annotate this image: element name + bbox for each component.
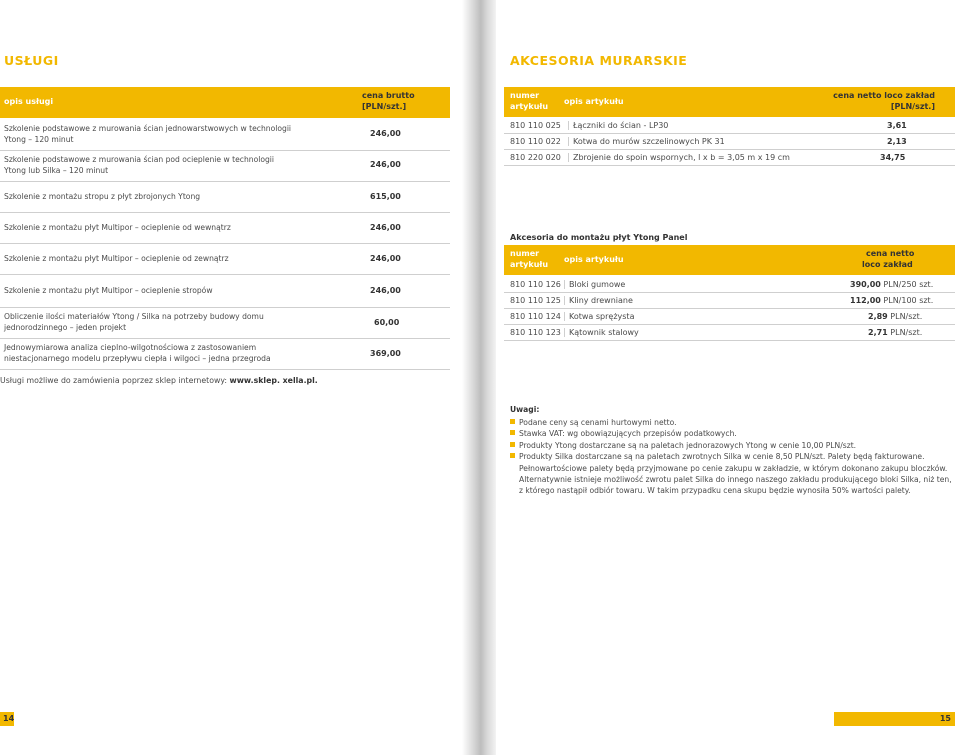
- note-continuation: z którego nastąpił odbiór towaru. W takim przypadku cena skupu będzie wynosiła 50% wartości palety.: [519, 486, 911, 496]
- row-price: 390,00: [850, 280, 881, 289]
- row-description: Szkolenie podstawowe z murowania ścian pod ocieplenie w technologii: [4, 155, 275, 164]
- header-price-line1: cena netto: [866, 249, 915, 258]
- row-number: 810 110 022: [510, 137, 561, 146]
- row-description: Jednowymiarowa analiza cieplno-wilgotnościowa z zastosowaniem: [4, 343, 257, 352]
- accessories-table-header: [504, 87, 955, 117]
- list-item: [510, 440, 952, 451]
- table-row: [0, 308, 450, 339]
- header-description: opis artykułu: [564, 255, 624, 264]
- row-description-cont: niestacjonarnego modelu przepływu ciepła i wilgoci – jedna przegroda: [4, 354, 271, 363]
- row-description: Szkolenie z montażu płyt Multipor – ocieplenie od zewnątrz: [4, 254, 229, 263]
- table-row: [504, 118, 955, 134]
- header-number-line2: artykułu: [510, 260, 549, 269]
- row-price: 2,89: [868, 312, 888, 321]
- row-number: 810 110 125: [510, 296, 561, 305]
- header-price-line2: loco zakład: [862, 260, 913, 269]
- row-description-cont: Ytong – 120 minut: [4, 135, 74, 144]
- table-row: [504, 293, 955, 309]
- note-continuation: Alternatywnie istnieje możliwość zwrotu palet Silka do innego naszego zakładu produkującego bloki Silka, niż ten,: [519, 475, 952, 485]
- row-price: 2,71: [868, 328, 888, 337]
- table-row: [0, 120, 450, 151]
- row-number: 810 110 126: [510, 280, 561, 289]
- row-price: 3,61: [887, 121, 907, 130]
- table-row: [504, 309, 955, 325]
- table-row: [504, 134, 955, 150]
- list-item: [510, 428, 952, 439]
- row-description: Łączniki do ścian - LP30: [568, 121, 668, 130]
- row-price: 369,00: [370, 349, 401, 358]
- note-text: Podane ceny są cenami hurtowymi netto.: [519, 418, 677, 427]
- shop-footer-text: Usługi możliwe do zamówienia poprzez sklep internetowy:: [0, 376, 230, 385]
- header-description: opis usługi: [4, 97, 54, 106]
- row-description: Szkolenie z montażu płyt Multipor – ocieplenie od wewnątrz: [4, 223, 231, 232]
- table-row: [0, 275, 450, 308]
- row-description: Kątownik stalowy: [564, 328, 639, 337]
- row-number: 810 110 123: [510, 328, 561, 337]
- header-description: opis artykułu: [564, 97, 624, 106]
- note-continuation: Pełnowartościowe palety będą przyjmowane po cenie zakupu w zakładzie, w którym dokonano zakupu bloczków.: [519, 463, 948, 473]
- row-price-group: [850, 280, 933, 289]
- row-unit: PLN/250 szt.: [880, 280, 934, 289]
- row-unit: PLN/100 szt.: [880, 296, 934, 305]
- row-number: 810 110 124: [510, 312, 561, 321]
- table-row: [504, 325, 955, 341]
- header-number-line1: numer: [510, 91, 540, 100]
- book-gutter: [462, 0, 496, 755]
- note-text: Produkty Silka dostarczane są na paletach zwrotnych Silka w cenie 8,50 PLN/szt. Palety będą fakturowane.: [519, 452, 925, 462]
- note-text: Stawka VAT: wg obowiązujących przepisów podatkowych.: [519, 429, 737, 439]
- row-price: 246,00: [370, 129, 401, 138]
- row-price: 60,00: [374, 318, 400, 327]
- header-price-line2: [PLN/szt.]: [362, 102, 407, 111]
- page-number: 14: [3, 714, 15, 723]
- header-price-line1: cena netto loco zakład: [833, 91, 935, 100]
- row-description: Obliczenie ilości materiałów Ytong / Silka na potrzeby budowy domu: [4, 312, 264, 321]
- row-number: 810 110 025: [510, 121, 561, 130]
- row-description: Kotwa do murów szczelinowych PK 31: [568, 137, 725, 146]
- bullet-icon: [510, 442, 515, 447]
- notes-list: [510, 417, 952, 497]
- row-price: 112,00: [850, 296, 881, 305]
- list-item: [510, 451, 952, 462]
- row-description: Kotwa sprężysta: [564, 312, 634, 321]
- row-description: Bloki gumowe: [564, 280, 625, 289]
- services-heading: USŁUGI: [4, 53, 59, 68]
- table-row: [0, 213, 450, 244]
- row-price: 615,00: [370, 192, 401, 201]
- row-price: 34,75: [880, 153, 906, 162]
- table-row: [0, 151, 450, 182]
- row-price-group: [850, 296, 933, 305]
- row-price: 246,00: [370, 254, 401, 263]
- row-description-cont: Ytong lub Silka – 120 minut: [4, 166, 109, 175]
- row-price: 246,00: [370, 286, 401, 295]
- header-price-line1: cena brutto: [362, 91, 415, 100]
- row-unit: PLN/szt.: [887, 328, 923, 337]
- row-unit: PLN/szt.: [887, 312, 923, 321]
- shop-link[interactable]: www.sklep. xella.pl.: [229, 376, 318, 385]
- bullet-icon: [510, 419, 515, 424]
- row-description: Zbrojenie do spoin wspornych, l x b = 3,05 m x 19 cm: [568, 153, 790, 162]
- panel-accessories-subheading: Akcesoria do montażu płyt Ytong Panel: [510, 233, 688, 242]
- header-price-line2: [PLN/szt.]: [890, 102, 935, 111]
- table-row: [0, 244, 450, 275]
- services-table-header: [0, 87, 450, 118]
- row-price-group: [868, 328, 922, 337]
- bullet-icon: [510, 430, 515, 435]
- table-row: [0, 182, 450, 213]
- row-description-cont: jednorodzinnego – jeden projekt: [4, 323, 127, 332]
- row-price: 246,00: [370, 160, 401, 169]
- panel-table-header: [504, 245, 955, 275]
- table-row: [504, 150, 955, 166]
- row-description: Szkolenie z montażu stropu z płyt zbrojonych Ytong: [4, 192, 201, 201]
- row-description: Szkolenie podstawowe z murowania ścian jednowarstwowych w technologii: [4, 124, 292, 133]
- notes-title: Uwagi:: [510, 405, 540, 414]
- shop-footer: [0, 376, 318, 385]
- header-number-line2: artykułu: [510, 102, 549, 111]
- row-price: 246,00: [370, 223, 401, 232]
- bullet-icon: [510, 453, 515, 458]
- list-item: [510, 417, 952, 428]
- page-number-box: [834, 712, 955, 726]
- right-page: [496, 0, 960, 755]
- row-description: Kliny drewniane: [564, 296, 633, 305]
- page-number-box: [0, 712, 14, 726]
- table-row: [0, 339, 450, 370]
- table-row: [504, 277, 955, 293]
- note-text: Produkty Ytong dostarczane są na paletach jednorazowych Ytong w cenie 10,00 PLN/szt.: [519, 440, 857, 450]
- row-price: 2,13: [887, 137, 907, 146]
- page-number: 15: [939, 714, 951, 723]
- header-number-line1: numer: [510, 249, 540, 258]
- accessories-heading: AKCESORIA MURARSKIE: [510, 53, 688, 68]
- left-page: [0, 0, 462, 755]
- row-description: Szkolenie z montażu płyt Multipor – ocieplenie stropów: [4, 286, 213, 295]
- row-number: 810 220 020: [510, 153, 561, 162]
- row-price-group: [868, 312, 922, 321]
